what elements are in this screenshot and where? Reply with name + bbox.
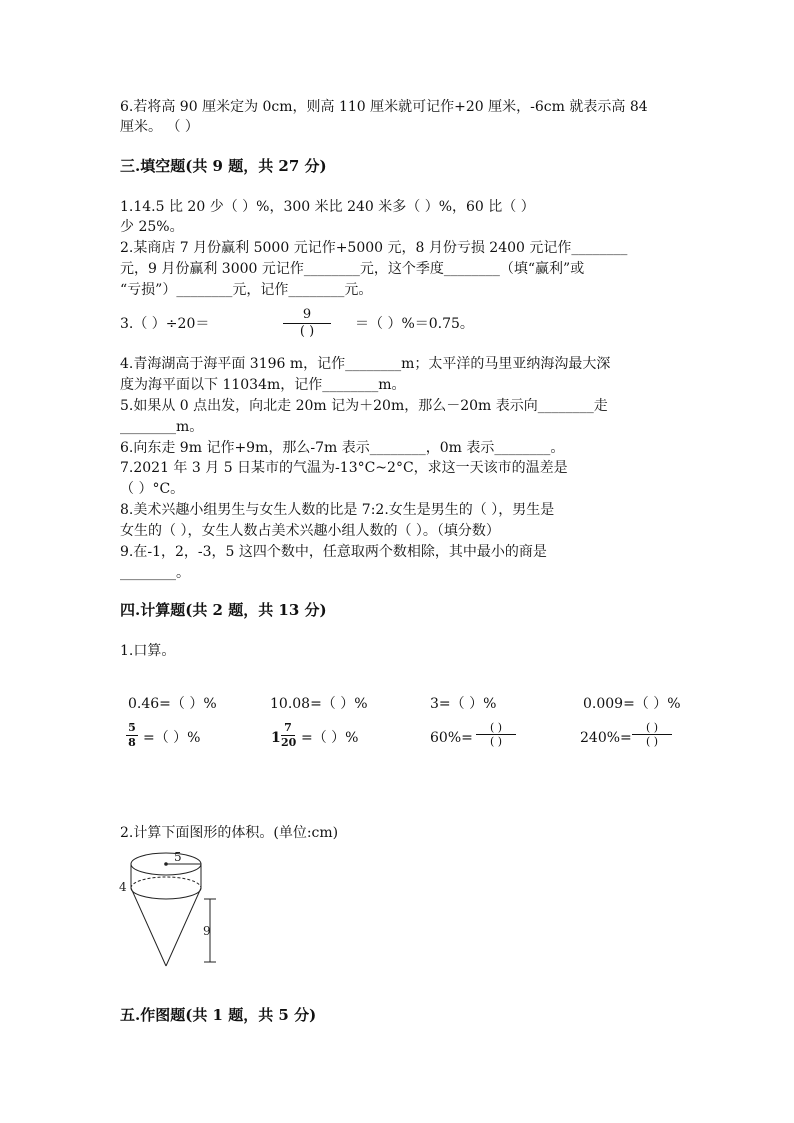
oral-item-6-tail: =（ ）% (301, 730, 359, 746)
label-radius: 5 (174, 850, 182, 864)
fill-q6: 6.向东走 9m 记作+9m，那么-7m 表示________，0m 表示________。 (120, 440, 565, 456)
frac-denominator: 20 (281, 736, 297, 749)
fill-q7-line1: 7.2021 年 3 月 5 日某市的气温为-13°C~2°C，求这一天该市的温差是 (120, 460, 568, 476)
fill-q3-part-a: 3.（ ）÷20＝ (120, 316, 210, 332)
calc-q2-title: 2.计算下面图形的体积。(单位:cm) (120, 825, 339, 841)
judge-q6-line1: 6.若将高 90 厘米定为 0cm，则高 110 厘米就可记作+20 厘米，-6cm 就表示高 84 (120, 99, 648, 115)
cylinder-bottom-back (131, 877, 201, 888)
section-title-calculation: 四.计算题(共 2 题，共 13 分) (120, 601, 327, 619)
section-title-drawing: 五.作图题(共 1 题，共 5 分) (120, 1006, 317, 1024)
fill-q3-denominator: ( ) (299, 324, 315, 339)
frac-denominator: ( ) (489, 735, 503, 748)
oral-frac-7-20 (281, 722, 295, 749)
oral-blank-fraction-1 (476, 722, 516, 747)
frac-denominator: 8 (128, 736, 136, 749)
cylinder-cone-figure (116, 846, 226, 971)
cone-right-edge (166, 888, 201, 966)
frac-denominator: ( ) (645, 735, 659, 748)
fill-q1-line1: 1.14.5 比 20 少（ ）%，300 米比 240 米多（ ）%，60 比（ ） (120, 199, 535, 215)
oral-item-1: 0.46=（ ）% (128, 696, 217, 712)
fill-q4-line1: 4.青海湖高于海平面 3196 m，记作________m；太平洋的马里亚纳海沟最大深 (120, 356, 611, 372)
oral-frac-5-8 (126, 722, 138, 749)
fill-q8-line2: 女生的（ ），女生人数占美术兴趣小组人数的（ ）。（填分数） (120, 523, 500, 539)
cone-left-edge (131, 888, 166, 966)
frac-numerator: ( ) (489, 721, 503, 734)
oral-item-8-lead: 240%= (580, 730, 632, 746)
frac-numerator: 7 (284, 721, 292, 734)
fill-q9-line1: 9.在-1，2，-3，5 这四个数中，任意取两个数相除，其中最小的商是 (120, 544, 547, 560)
fill-q5-line2: ________m。 (120, 419, 204, 435)
cylinder-bottom-front (131, 888, 201, 899)
fill-q3-fraction (283, 308, 331, 339)
fill-q2-line2: 元，9 月份赢利 3000 元记作________元，这个季度________（填“赢利”或 (120, 261, 585, 277)
frac-numerator: 5 (128, 721, 136, 734)
fill-q9-line2: ________。 (120, 565, 190, 581)
fill-q2-line1: 2.某商店 7 月份赢利 5000 元记作+5000 元，8 月份亏损 2400 元记作________ (120, 240, 628, 256)
fill-q3-numerator: 9 (302, 307, 312, 322)
calc-q1-title: 1.口算。 (120, 643, 176, 659)
fill-q1-line2: 少 25%。 (120, 219, 184, 235)
fill-q4-line2: 度为海平面以下 11034m，记作________m。 (120, 377, 406, 393)
mixed-whole: 1 (271, 730, 281, 746)
center-point (164, 862, 168, 866)
frac-numerator: ( ) (645, 721, 659, 734)
oral-item-5-tail: =（ ）% (143, 730, 201, 746)
fill-q7-line2: （ ）°C。 (120, 481, 185, 497)
oral-item-4: 0.009=（ ）% (583, 696, 681, 712)
fill-q2-line3: “亏损”）________元，记作________元。 (120, 282, 373, 298)
label-cylinder-height: 4 (119, 880, 127, 894)
oral-item-3: 3=（ ）% (430, 696, 497, 712)
fill-q3-part-b: ＝（ ）%＝0.75。 (355, 316, 474, 332)
label-cone-height: 9 (203, 924, 211, 938)
oral-blank-fraction-2 (632, 722, 672, 747)
oral-item-7-lead: 60%= (430, 730, 473, 746)
section-title-fill-in: 三.填空题(共 9 题，共 27 分) (120, 157, 327, 175)
fill-q5-line1: 5.如果从 0 点出发，向北走 20m 记为＋20m，那么－20m 表示向________走 (120, 398, 608, 414)
fill-q8-line1: 8.美术兴趣小组男生与女生人数的比是 7:2.女生是男生的（ ），男生是 (120, 502, 555, 518)
oral-item-2: 10.08=（ ）% (270, 696, 368, 712)
judge-q6-line2: 厘米。 （ ） (120, 119, 199, 135)
